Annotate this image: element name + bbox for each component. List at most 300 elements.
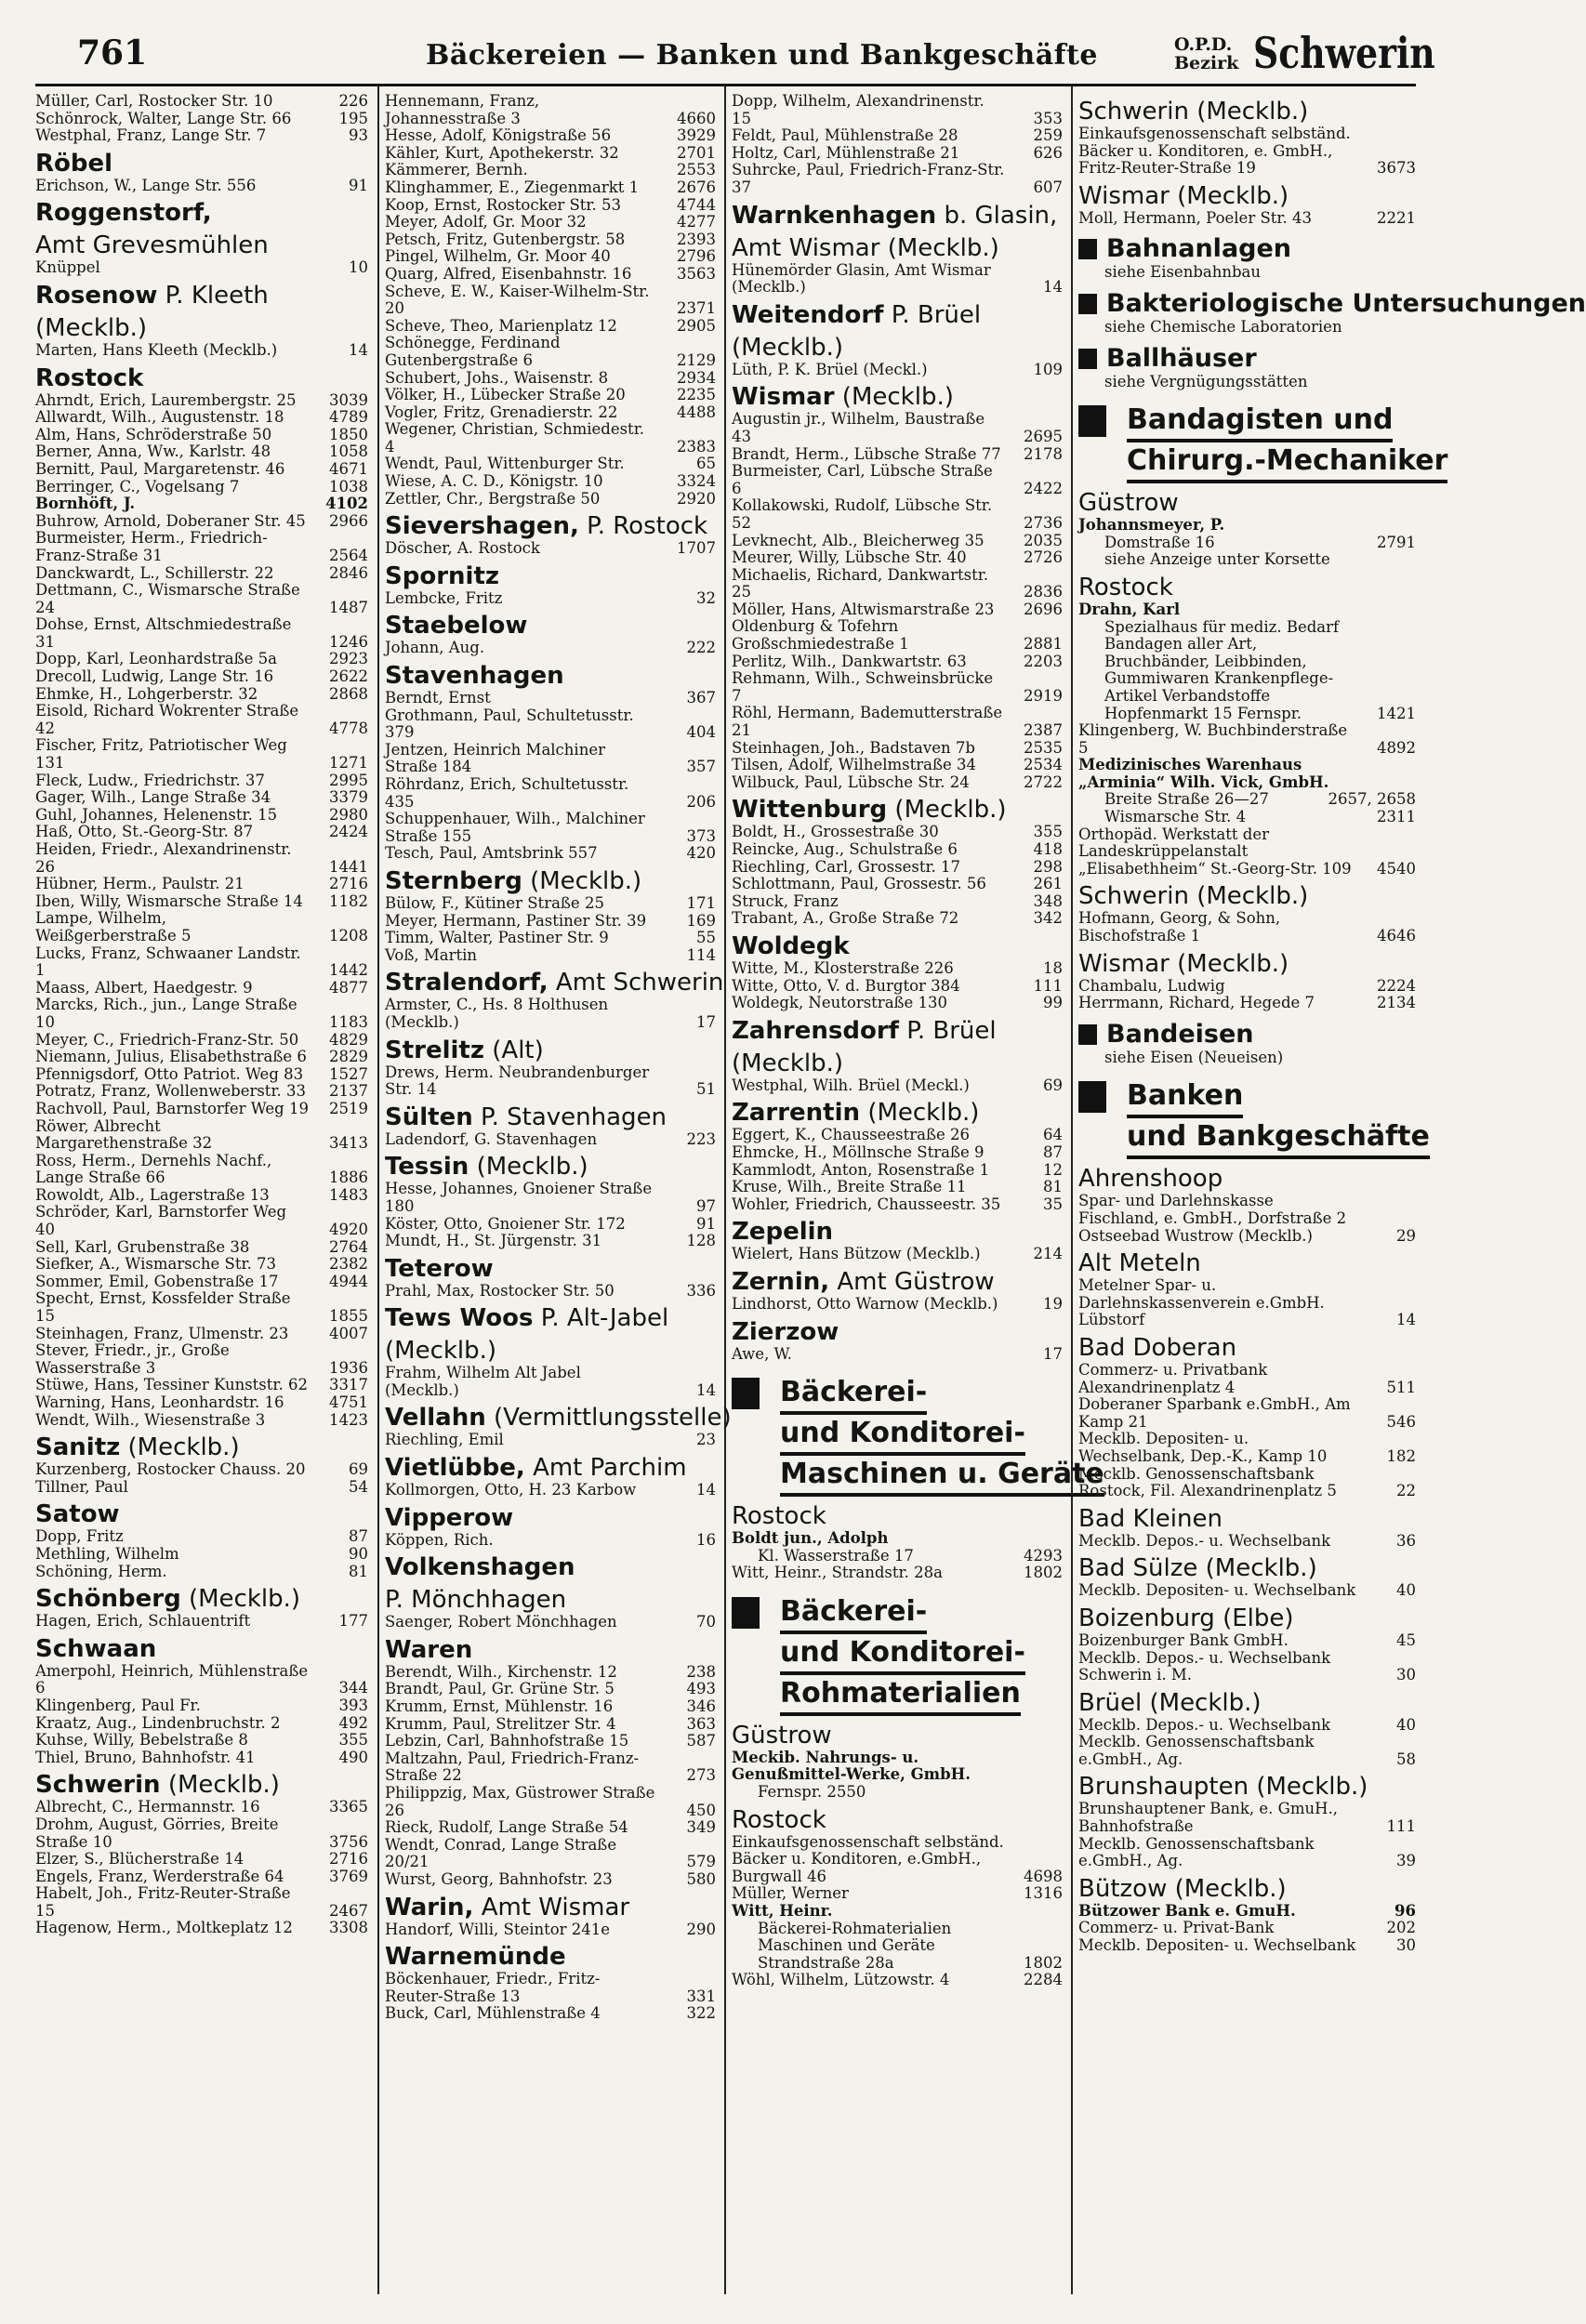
entry-name: Grothmann, Paul, Schultetusstr. 379	[385, 706, 634, 742]
directory-entry	[732, 362, 1063, 379]
phone-number: 1038	[329, 477, 368, 495]
directory-entry	[732, 549, 1063, 567]
place-detail: Rostock	[732, 1502, 826, 1531]
phone-number: 4789	[329, 408, 368, 427]
entry-name: Dettmann, C., Wismarsche Straße 24	[35, 581, 300, 616]
phone-number: 331	[686, 1987, 716, 2005]
entry-name: Kraatz, Aug., Lindenbruchstr. 2	[35, 1713, 281, 1732]
place-name: Satow	[35, 1500, 120, 1529]
directory-entry	[732, 1548, 1063, 1565]
phone-number: 109	[1033, 360, 1063, 378]
phone-number: 404	[686, 723, 716, 742]
place-heading	[385, 1337, 716, 1365]
phone-number: 355	[338, 1731, 368, 1750]
phone-number: 2657, 2658	[1328, 790, 1416, 809]
place-name: Zepelin	[732, 1218, 834, 1247]
place-name: Sanitz	[35, 1433, 121, 1462]
entry-name: Westphal, Wilh. Brüel (Meckl.)	[732, 1076, 970, 1094]
phone-number: 2716	[329, 1850, 368, 1868]
entry-name: Levknecht, Alb., Bleicherweg 35	[732, 531, 985, 549]
entry-name: Commerz- u. Privatbank Alexandrinenplatz 4	[1078, 1360, 1268, 1396]
entry-name: Methling, Wilhelm	[35, 1544, 179, 1563]
entry-name: Ladendorf, G. Stavenhagen	[385, 1129, 598, 1148]
entry-name: Iben, Willy, Wismarsche Straße 14	[35, 891, 303, 910]
directory-entry	[385, 473, 716, 491]
category-heading-line: und Konditorei-	[780, 1634, 1025, 1675]
entry-name: Mundt, H., St. Jürgenstr. 31	[385, 1232, 602, 1250]
phone-number: 492	[338, 1713, 368, 1732]
entry-name: Lebzin, Carl, Bahnhofstraße 15	[385, 1732, 629, 1750]
category-heading: Bakteriologische Untersuchungen	[1078, 289, 1416, 319]
entry-name: Hagenow, Herm., Moltkeplatz 12	[35, 1919, 293, 1937]
column-1	[35, 93, 368, 2294]
place-detail: (Mecklb.)	[188, 1585, 301, 1614]
phone-number: 367	[686, 689, 716, 707]
directory-entry	[732, 893, 1063, 911]
entry-name: Wohler, Friedrich, Chausseestr. 35	[732, 1195, 1001, 1213]
phone-number: 2467	[329, 1901, 368, 1920]
directory-entry	[385, 947, 716, 965]
place-name: Weitendorf	[732, 300, 884, 329]
phone-number: 4488	[677, 403, 716, 421]
directory-entry	[385, 1837, 716, 1871]
entry-name: Engels, Franz, Werderstraße 64	[35, 1867, 284, 1885]
phone-number: 2881	[1024, 635, 1063, 654]
entry-name: Berringer, C., Vogelsang 7	[35, 477, 240, 495]
entry-name: Koop, Ernst, Rostocker Str. 53	[385, 195, 621, 214]
phone-number: 111	[1033, 976, 1063, 995]
directory-entry	[1078, 1920, 1416, 1937]
directory-entry	[385, 1871, 716, 1889]
entry-name: Schlottmann, Paul, Grossestr. 56	[732, 875, 986, 893]
directory-entry	[732, 774, 1063, 792]
directory-entry	[732, 824, 1063, 841]
phone-number: 2791	[1377, 533, 1416, 551]
entry-name: Meurer, Willy, Lübsche Str. 40	[732, 548, 967, 567]
place-heading	[35, 314, 368, 342]
entry-name: Riechling, Carl, Grossestr. 17	[732, 857, 961, 876]
entry-name: Mecklb. Genossenschaftsbank e.GmbH., Ag.	[1078, 1733, 1315, 1768]
entry-name: Voß, Martin	[385, 945, 477, 964]
phone-number: 420	[686, 844, 716, 863]
directory-entry	[35, 1377, 368, 1394]
directory-entry	[1078, 517, 1416, 535]
entry-name: Armster, C., Hs. 8 Holthusen (Mecklb.)	[385, 996, 609, 1031]
place-heading	[1078, 489, 1416, 517]
phone-number: 14	[696, 1380, 716, 1399]
phone-number: 16	[696, 1530, 716, 1549]
cross-reference: siehe Eisenbahnbau	[1104, 263, 1262, 282]
phone-number: 223	[686, 1129, 716, 1148]
phone-number: 17	[696, 1012, 716, 1031]
phone-number: 546	[1386, 1412, 1416, 1431]
opd-line-2: Bezirk	[1174, 53, 1239, 73]
cross-reference: siehe Anzeige unter Korsette	[1104, 550, 1330, 569]
entry-name: Einkaufsgenossenschaft selbständ. Bäcker u. Konditoren, e.GmbH., Burgwall 46	[732, 1832, 1004, 1885]
directory-entry	[385, 640, 716, 657]
phone-number: 206	[686, 792, 716, 811]
category-heading-line: Banken	[1127, 1077, 1243, 1118]
phone-number: 32	[696, 588, 716, 607]
place-heading	[35, 150, 368, 178]
phone-number: 2221	[1377, 208, 1416, 227]
directory-entry	[732, 1144, 1063, 1162]
place-heading	[1078, 1249, 1416, 1277]
place-name: Schönberg	[35, 1585, 181, 1614]
place-heading	[385, 1553, 716, 1581]
place-heading	[385, 1943, 716, 1971]
entry-name: Alm, Hans, Schröderstraße 50	[35, 425, 272, 443]
category-heading-line: Maschinen u. Geräte	[780, 1456, 1104, 1497]
directory-entry	[385, 776, 716, 811]
place-heading	[35, 1585, 368, 1613]
page-title: Bäckereien — Banken und Bankgeschäfte	[426, 39, 1099, 72]
directory-entry	[1078, 1903, 1416, 1921]
entry-name: Michaelis, Richard, Dankwartstr. 25	[732, 565, 989, 601]
phone-number: 2764	[329, 1237, 368, 1256]
place-name: Rosenow	[35, 281, 158, 310]
directory-entry	[1078, 1466, 1416, 1500]
place-name: Schwaan	[35, 1634, 157, 1663]
entry-name: Maltzahn, Paul, Friedrich-Franz-Straße 22	[385, 1749, 640, 1785]
entry-name: Saenger, Robert Mönchhagen	[385, 1613, 617, 1631]
directory-entry	[35, 178, 368, 195]
entry-name: Rachvoll, Paul, Barnstorfer Weg 19	[35, 1099, 309, 1117]
phone-number: 14	[696, 1481, 716, 1499]
phone-number: 2676	[677, 178, 716, 196]
phone-number: 4540	[1377, 859, 1416, 878]
directory-entry	[385, 197, 716, 215]
place-heading	[385, 1636, 716, 1664]
place-heading	[35, 364, 368, 392]
phone-number: 373	[686, 826, 716, 845]
directory-entry	[732, 705, 1063, 739]
place-heading	[1078, 1334, 1416, 1362]
directory-entry	[732, 162, 1063, 196]
entry-name: Maass, Albert, Haedgestr. 9	[35, 978, 253, 997]
directory-entry	[385, 1733, 716, 1750]
phone-number: 1527	[329, 1064, 368, 1083]
entry-name: Marcks, Rich., jun., Lange Straße 10	[35, 996, 297, 1031]
directory-entry	[35, 1613, 368, 1631]
phone-number: 1441	[329, 857, 368, 876]
directory-entry	[385, 1482, 716, 1499]
entry-name: Breite Straße 26—27	[1104, 790, 1269, 809]
phone-number: 54	[349, 1477, 368, 1496]
entry-name: Ehmcke, H., Möllnsche Straße 9	[732, 1142, 985, 1161]
directory-entry	[35, 1479, 368, 1497]
entry-name: Handorf, Willi, Steintor 241e	[385, 1920, 611, 1938]
page-number: 761	[77, 33, 148, 73]
directory-entry	[1078, 1277, 1416, 1329]
entry-name: Prahl, Max, Rostocker Str. 50	[385, 1281, 615, 1300]
place-detail: P. Mönchhagen	[385, 1586, 567, 1615]
entry-name: Kammlodt, Anton, Rosenstraße 1	[732, 1160, 990, 1179]
directory-entry	[1078, 1836, 1416, 1870]
phone-number: 69	[1043, 1076, 1063, 1094]
phone-number: 4671	[329, 459, 368, 478]
directory-entry	[35, 1920, 368, 1937]
directory-entry	[35, 1326, 368, 1343]
phone-number: 2553	[677, 161, 716, 179]
directory-entry	[385, 1750, 716, 1785]
entry-name: Boizenburger Bank GmbH.	[1078, 1631, 1289, 1649]
directory-entry	[732, 262, 1063, 297]
directory-entry	[385, 1131, 716, 1149]
entry-name: Reincke, Aug., Schulstraße 6	[732, 840, 958, 858]
entry-name: Specht, Ernst, Kossfelder Straße 15	[35, 1289, 291, 1326]
directory-entry	[35, 1274, 368, 1291]
phone-number: 4660	[677, 109, 716, 127]
directory-entry	[732, 960, 1063, 978]
phone-number: 3756	[329, 1832, 368, 1851]
phone-number: 259	[1033, 126, 1063, 145]
directory-entry	[732, 1077, 1063, 1095]
entry-name: Heiden, Friedr., Alexandrinenstr. 26	[35, 840, 292, 876]
phone-number: 23	[696, 1431, 716, 1449]
entry-name: Brandt, Herm., Lübsche Straße 77	[732, 444, 1001, 463]
directory-entry	[385, 214, 716, 231]
place-heading	[35, 282, 368, 310]
place-name: Strelitz	[385, 1036, 484, 1064]
phone-number: 490	[338, 1748, 368, 1766]
directory-entry	[385, 930, 716, 947]
place-detail: Rostock	[732, 1805, 826, 1834]
entry-name: Dopp, Wilhelm, Alexandrinenstr. 15	[732, 92, 985, 127]
place-detail: P. Stavenhagen	[481, 1103, 667, 1131]
phone-number: 91	[349, 176, 368, 194]
directory-entry	[35, 945, 368, 980]
directory-entry	[35, 1153, 368, 1187]
directory-entry	[35, 651, 368, 668]
entry-name: Müller, Carl, Rostocker Str. 10	[35, 92, 273, 110]
directory-entry	[385, 1716, 716, 1734]
phone-number: 14	[1396, 1311, 1416, 1329]
entry-name: Hagen, Erich, Schlauentrift	[35, 1612, 251, 1631]
place-detail: (Alt)	[492, 1036, 544, 1064]
directory-entry	[385, 1181, 716, 1215]
directory-entry	[385, 1532, 716, 1550]
phone-number: 35	[1043, 1195, 1063, 1213]
directory-entry	[385, 590, 716, 608]
entry-name: Boldt jun., Adolph	[732, 1529, 889, 1548]
entry-name: Woldegk, Neutorstraße 130	[732, 994, 948, 1012]
phone-number: 3673	[1377, 159, 1416, 178]
place-heading	[385, 1153, 716, 1181]
directory-entry	[732, 859, 1063, 877]
phone-number: 4778	[329, 719, 368, 737]
place-name: Wismar	[732, 383, 835, 412]
place-heading	[1078, 1604, 1416, 1632]
directory-entry	[385, 1216, 716, 1234]
directory-entry	[35, 876, 368, 893]
directory-entry	[732, 1196, 1063, 1214]
directory-entry	[35, 1412, 368, 1430]
phone-number: 2235	[677, 386, 716, 404]
place-detail: (Mecklb.)	[127, 1433, 240, 1462]
directory-entry	[385, 284, 716, 318]
phone-number: 182	[1386, 1446, 1416, 1465]
directory-entry	[732, 1921, 1063, 1973]
phone-number: 222	[686, 639, 716, 657]
phone-number: 1707	[677, 539, 716, 558]
entry-name: Berner, Anna, Ww., Karlstr. 48	[35, 442, 271, 461]
directory-entry	[35, 1187, 368, 1205]
place-name: Sievershagen,	[385, 512, 579, 541]
phone-number: 1183	[329, 1012, 368, 1031]
place-name: Rostock	[35, 363, 144, 392]
phone-number: 579	[686, 1853, 716, 1871]
phone-number: 2726	[1024, 548, 1063, 567]
place-detail: (Mecklb.)	[867, 1099, 980, 1128]
major-category-heading	[1078, 402, 1448, 483]
place-heading	[1078, 1554, 1416, 1582]
phone-number: 55	[696, 929, 716, 947]
entry-name: Meyer, C., Friedrich-Franz-Str. 50	[35, 1030, 299, 1049]
directory-entry	[385, 145, 716, 163]
directory-entry	[385, 1432, 716, 1449]
entry-name: Amerpohl, Heinrich, Mühlenstraße 6	[35, 1661, 309, 1697]
directory-entry	[1078, 1937, 1416, 1955]
place-detail: Amt Güstrow	[837, 1267, 995, 1296]
entry-name: Brandt, Paul, Gr. Grüne Str. 5	[385, 1680, 615, 1698]
entry-name: Perlitz, Wilh., Dankwartstr. 63	[732, 652, 967, 670]
entry-name: Schönrock, Walter, Lange Str. 66	[35, 109, 292, 127]
phone-number: 3413	[329, 1134, 368, 1153]
directory-entry	[35, 443, 368, 461]
place-name: Vellahn	[385, 1404, 486, 1433]
directory-entry	[35, 1816, 368, 1851]
cross-reference: siehe Eisen (Neueisen)	[1104, 1048, 1284, 1066]
opd-label	[1174, 35, 1238, 73]
entry-name: Witte, Otto, V. d. Burgtor 384	[732, 976, 960, 995]
phone-number: 626	[1033, 143, 1063, 162]
entry-name: Witt, Heinr.	[732, 1902, 833, 1921]
entry-name: Witte, M., Klosterstraße 226	[732, 958, 954, 977]
directory-entry	[35, 737, 368, 772]
directory-entry	[35, 772, 368, 790]
entry-name: Kruse, Wilh., Breite Straße 11	[732, 1178, 967, 1196]
phone-number: 2905	[677, 316, 716, 335]
entry-name: Habelt, Joh., Fritz-Reuter-Straße 15	[35, 1884, 291, 1920]
phone-number: 96	[1394, 1901, 1416, 1920]
entry-name: Müller, Werner	[732, 1884, 849, 1903]
place-heading	[732, 1050, 1063, 1077]
place-heading	[385, 612, 716, 640]
entry-name: Döscher, A. Rostock	[385, 539, 540, 558]
phone-number: 336	[686, 1281, 716, 1300]
directory-entry	[732, 1246, 1063, 1263]
directory-entry	[35, 910, 368, 944]
entry-name: Stever, Friedr., jr., Große Wasserstraße 3	[35, 1341, 230, 1377]
directory-entry	[35, 409, 368, 427]
entry-name: Vogler, Fritz, Grenadierstr. 22	[385, 403, 618, 421]
entry-name: Spar- und Darlehnskasse Fischland, e. GmbH., Dorfstraße 2 Ostseebad Wustrow (Mecklb.)	[1078, 1192, 1347, 1245]
directory-entry	[35, 1461, 368, 1479]
phone-number: 2701	[677, 143, 716, 162]
entry-name: Oldenburg & Tofehrn Großschmiedestraße 1	[732, 617, 909, 654]
place-heading	[732, 1318, 1063, 1346]
phone-number: 1487	[329, 598, 368, 616]
entry-name: Sell, Karl, Grubenstraße 38	[35, 1237, 250, 1256]
entry-name: Lembcke, Fritz	[385, 588, 503, 607]
phone-number: 1886	[329, 1169, 368, 1187]
place-detail: Brunshaupten (Mecklb.)	[1078, 1773, 1368, 1802]
district-city: Schwerin	[1253, 28, 1435, 78]
place-heading	[732, 1502, 1063, 1530]
entry-name: Doberaner Sparbank e.GmbH., Am Kamp 21	[1078, 1395, 1351, 1431]
directory-entry	[1078, 978, 1416, 996]
entry-name: Fleck, Ludw., Friedrichstr. 37	[35, 771, 265, 789]
directory-entry	[385, 2005, 716, 2023]
phone-number: 87	[349, 1527, 368, 1546]
directory-entry	[385, 913, 716, 931]
entry-name: Metelner Spar- u. Darlehnskassenverein e.GmbH. Lübstorf	[1078, 1276, 1325, 1329]
entry-name: Herrmann, Richard, Hegede 7	[1078, 994, 1315, 1012]
place-detail: Amt Schwerin	[555, 969, 724, 997]
entry-name: Wismarsche Str. 4	[1104, 808, 1247, 826]
entry-name: Krumm, Ernst, Mühlenstr. 16	[385, 1697, 614, 1716]
directory-entry	[385, 162, 716, 179]
phone-number: 3324	[677, 472, 716, 491]
directory-entry	[732, 533, 1063, 550]
phone-number: 1421	[1377, 704, 1416, 722]
phone-number: 2995	[329, 771, 368, 789]
phone-number: 4920	[329, 1221, 368, 1239]
phone-number: 12	[1043, 1160, 1063, 1179]
phone-number: 4829	[329, 1030, 368, 1049]
entry-name: Knüppel	[35, 258, 100, 277]
phone-number: 2846	[329, 563, 368, 582]
directory-entry	[35, 1204, 368, 1238]
place-heading	[385, 1894, 716, 1921]
entry-name: Stüwe, Hans, Tessiner Kunststr. 62	[35, 1376, 308, 1394]
entry-name: Timm, Walter, Pastiner Str. 9	[385, 929, 609, 947]
directory-entry	[385, 1614, 716, 1631]
directory-entry	[35, 127, 368, 145]
phone-number: 4007	[329, 1324, 368, 1342]
column-divider	[377, 86, 379, 2294]
directory-entry	[35, 427, 368, 444]
directory-entry	[385, 266, 716, 284]
directory-entry	[385, 1064, 716, 1099]
place-detail: Boizenburg (Elbe)	[1078, 1604, 1294, 1632]
directory-entry	[1078, 125, 1416, 178]
directory-entry	[35, 1049, 368, 1066]
directory-entry	[385, 1698, 716, 1716]
directory-entry	[35, 824, 368, 841]
directory-entry	[35, 1528, 368, 1546]
place-heading	[35, 1500, 368, 1528]
entry-name: Pfennigsdorf, Otto Patriot. Weg 83	[35, 1064, 304, 1083]
entry-name: Steinhagen, Franz, Ulmenstr. 23	[35, 1324, 289, 1342]
phone-number: 29	[1396, 1226, 1416, 1245]
entry-name: Buhrow, Arnold, Doberaner Str. 45	[35, 511, 306, 530]
phone-number: 2534	[1024, 756, 1063, 774]
directory-entry	[732, 670, 1063, 705]
phone-number: 2622	[329, 667, 368, 686]
directory-entry	[35, 565, 368, 583]
directory-entry	[1078, 1362, 1416, 1396]
phone-number: 36	[1396, 1531, 1416, 1550]
place-heading	[1078, 882, 1416, 910]
major-category-heading	[732, 1593, 1063, 1716]
entry-name: Hübner, Herm., Paulstr. 21	[35, 875, 245, 893]
phone-number: 2519	[329, 1099, 368, 1117]
directory-entry	[732, 618, 1063, 653]
directory-entry	[35, 1715, 368, 1733]
directory-entry	[35, 1546, 368, 1564]
